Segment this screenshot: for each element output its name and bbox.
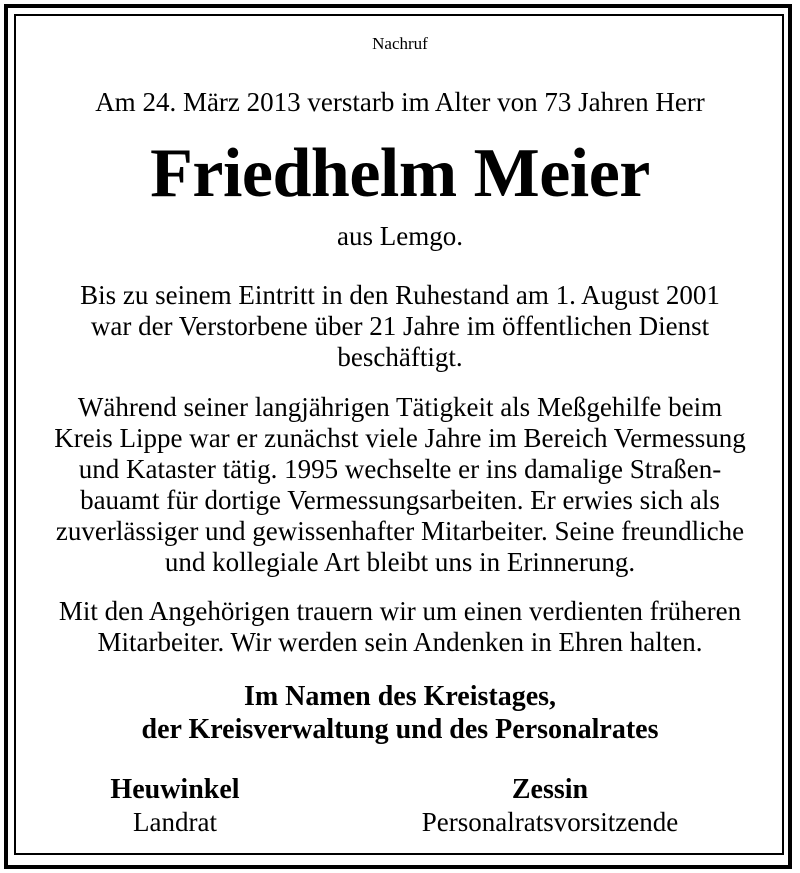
paragraph-line: und kollegiale Art bleibt uns in Erinnerung. — [164, 547, 636, 577]
paragraph-line: Kreis Lippe war er zunächst viele Jahre im Bereich Vermessung — [54, 423, 746, 453]
paragraph-line: Während seiner langjährigen Tätigkeit als Meßgehilfe beim — [77, 392, 723, 422]
origin-line: aus Lemgo. — [337, 221, 463, 251]
paragraph-line: bauamt für dortige Vermessungsarbeiten. Er erwies sich als — [80, 485, 720, 515]
paragraph-retirement — [0, 280, 800, 373]
signatory-right — [380, 773, 720, 839]
deceased-name: Friedhelm Meier — [150, 135, 650, 212]
closing-block — [0, 680, 800, 746]
paragraph-line: beschäftigt. — [337, 342, 463, 372]
signatory-name: Zessin — [511, 774, 589, 805]
closing-line: der Kreisverwaltung und des Personalrates — [141, 714, 659, 745]
paragraph-line: Bis zu seinem Eintritt in den Ruhestand am 1. August 2001 — [80, 280, 720, 310]
paragraph-line: Mitarbeiter. Wir werden sein Andenken in Ehren halten. — [97, 627, 703, 657]
intro-line: Am 24. März 2013 verstarb im Alter von 73 Jahren Herr — [95, 87, 705, 117]
signatory-left — [5, 773, 345, 839]
paragraph-career — [0, 392, 800, 578]
paragraph-line: war der Verstorbene über 21 Jahre im öffentlichen Dienst — [90, 311, 710, 341]
notice-heading: Nachruf — [372, 34, 428, 53]
signatory-name: Heuwinkel — [110, 774, 240, 805]
signatory-role: Personalratsvorsitzende — [421, 807, 679, 837]
paragraph-line: und Kataster tätig. 1995 wechselte er ins damalige Straßen- — [78, 454, 722, 484]
paragraph-line: Mit den Angehörigen trauern wir um einen verdienten früheren — [58, 596, 742, 626]
paragraph-line: zuverlässiger und gewissenhafter Mitarbeiter. Seine freundliche — [55, 516, 745, 546]
paragraph-mourning — [0, 596, 800, 658]
closing-line: Im Namen des Kreistages, — [243, 681, 557, 712]
signatory-role: Landrat — [133, 807, 217, 837]
